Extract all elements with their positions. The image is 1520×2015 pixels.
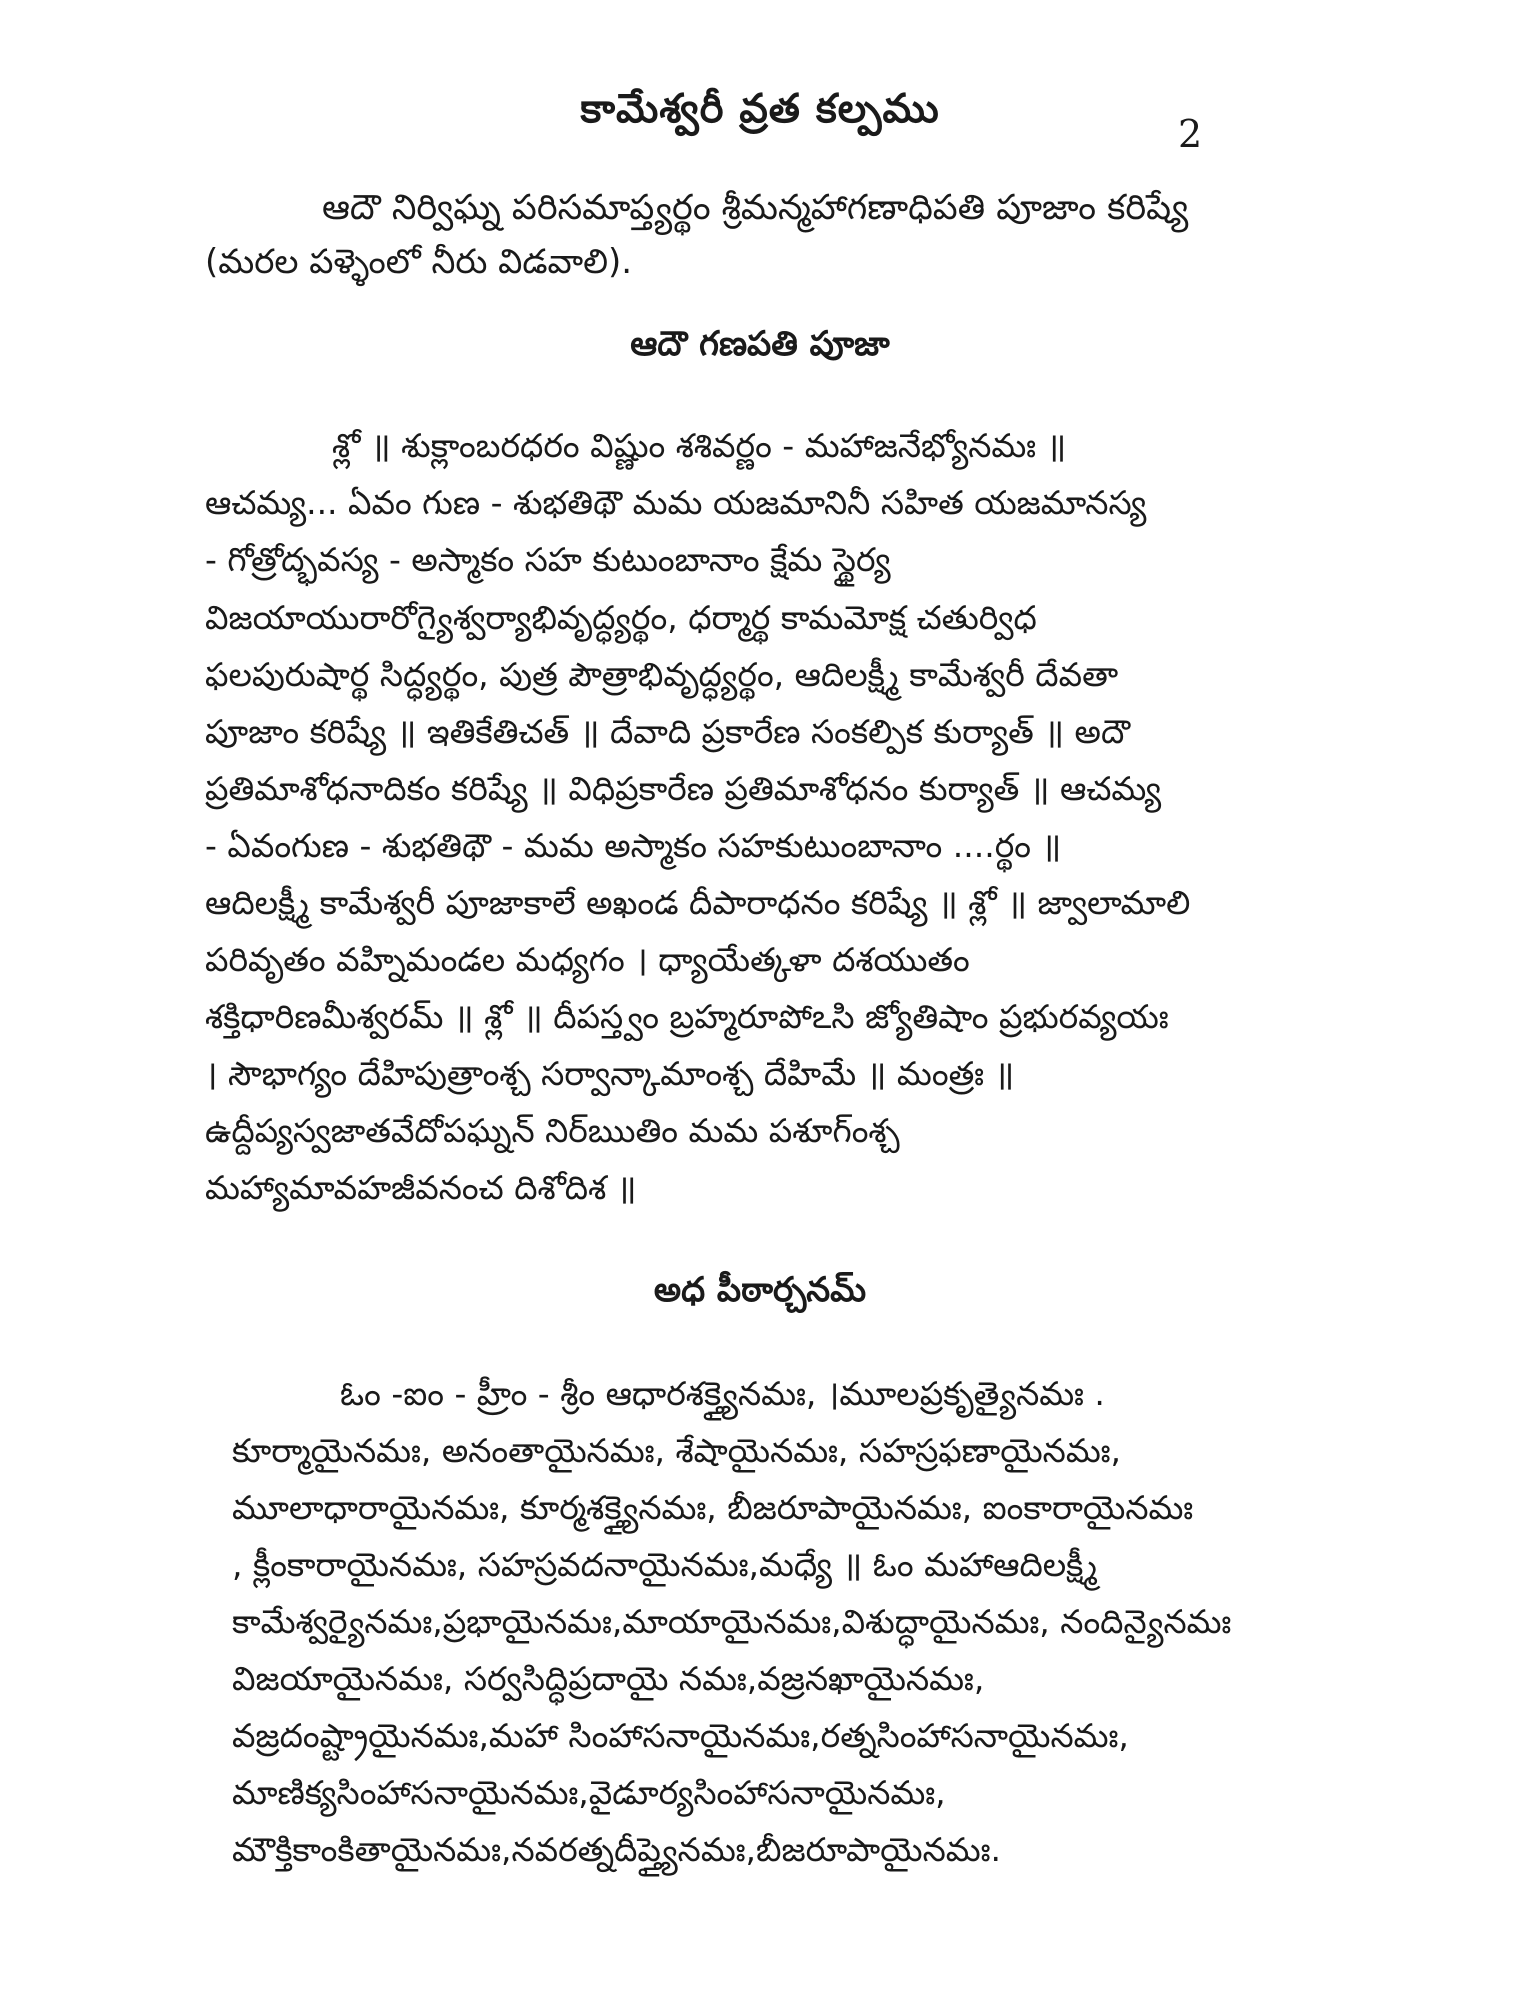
text-line: శ్లో ॥ శుక్లాంబరధరం విష్ణుం శశివర్ణం - మహాజనేభ్యోనమః ॥ [332, 426, 1067, 465]
text-line: ప్రతిమాశోధనాదికం కరిష్యే ॥ విధిప్రకారేణ ప్రతిమాశోధనం కుర్యాత్ ॥ ఆచమ్య [205, 769, 1162, 808]
text-line: ఆదిలక్ష్మీ కామేశ్వరీ పూజాకాలే అఖండ దీపారాధనం కరిష్యే ॥ శ్లో ॥ జ్వాలామాలి [205, 883, 1191, 922]
text-line: ఫలపురుషార్థ సిద్ధ్యర్థం, పుత్ర పౌత్రాభివృద్ధ్యర్థం, ఆదిలక్ష్మీ కామేశ్వరీ దేవతా [205, 655, 1119, 694]
text-line: - ఏవంగుణ - శుభతిథౌ - మమ అస్మాకం సహకుటుంబానాం ....ర్థం ॥ [205, 826, 1062, 865]
text-line: శక్తిధారిణమీశ్వరమ్ ॥ శ్లో ॥ దీపస్త్వం బ్రహ్మరూపోఽసి జ్యోతిషాం ప్రభురవ్యయః [205, 997, 1169, 1036]
text-line: ఆచమ్య... ఏవం గుణ - శుభతిథౌ మమ యజమానినీ సహిత యజమానస్య [205, 483, 1147, 522]
section-heading-ganapati-puja: ఆదౌ గణపతి పూజా [630, 324, 890, 364]
text-line: మహ్యామావహజీవనంచ దిశోదిశ ॥ [205, 1168, 637, 1207]
text-line: పూజాం కరిష్యే ॥ ఇతికేతిచత్ ॥ దేవాది ప్రకారేణ సంకల్పిక కుర్యాత్ ॥ అదౌ [205, 712, 1130, 751]
text-line: పరివృతం వహ్నిమండల మధ్యగం । ధ్యాయేత్కళా దశయుతం [205, 940, 970, 979]
page-title: కామేశ్వరీ వ్రత కల్పము [580, 86, 940, 132]
text-line: ఉద్దీప్యస్వజాతవేదోపఘ్నన్ నిర్‌ఋతిం మమ పశూగ్ంశ్చ [205, 1111, 900, 1150]
text-line: , క్లీంకారాయైనమః, సహస్రవదనాయైనమః,మధ్యే ॥ ఓం మహాఆదిలక్ష్మీ [232, 1545, 1098, 1584]
text-line: కూర్మాయైనమః, అనంతాయైనమః, శేషాయైనమః, సహస్రఫణాయైనమః, [232, 1431, 1121, 1470]
text-line: కామేశ్వర్యైనమః,ప్రభాయైనమః,మాయాయైనమః,విశుద్ధాయైనమః, నందిన్యైనమః [232, 1602, 1232, 1641]
text-line: విజయాయైనమః, సర్వసిద్ధిప్రదాయై నమః,వజ్రనఖాయైనమః, [232, 1659, 985, 1698]
section-heading-pitharchanam: అధ పీఠార్చనమ్ [653, 1270, 867, 1310]
text-line: - గోత్రోద్భవస్య - అస్మాకం సహ కుటుంబానాం క్షేమ స్థైర్య [205, 540, 891, 579]
intro-line-2: (మరల పళ్ళెంలో నీరు విడవాలి). [205, 242, 633, 282]
intro-line-1: ఆదౌ నిర్విఘ్న పరిసమాప్త్యర్థం శ్రీమన్మహాగణాధిపతి పూజాం కరిష్యే [322, 188, 1189, 228]
text-line: ఓం -ఐం - హ్రీం - శ్రీం ఆధారశక్త్యైనమః, ।మూలప్రకృత్యైనమః . [340, 1374, 1105, 1413]
text-line: విజయాయురారోగ్యైశ్వర్యాభివృద్ధ్యర్థం, ధర్మార్థ కామమోక్ష చతుర్విధ [205, 598, 1037, 637]
page-number: 2 [1178, 112, 1203, 156]
text-line: వజ్రదంష్ట్రాయైనమః,మహా సింహాసనాయైనమః,రత్నసింహాసనాయైనమః, [232, 1716, 1129, 1755]
text-line: । సౌభాగ్యం దేహిపుత్రాంశ్చ సర్వాన్కామాంశ్చ దేహిమే ॥ మంత్రః ॥ [205, 1054, 1015, 1093]
text-line: మాణిక్యసింహాసనాయైనమః,వైడూర్యసింహాసనాయైనమః, [232, 1773, 946, 1812]
text-line: మూలాధారాయైనమః, కూర్మశక్త్యైనమః, బీజరూపాయైనమః, ఐంకారాయైనమః [232, 1488, 1194, 1527]
text-line: మౌక్తికాంకితాయైనమః,నవరత్నదీప్త్యైనమః,బీజరూపాయైనమః. [232, 1830, 1001, 1869]
